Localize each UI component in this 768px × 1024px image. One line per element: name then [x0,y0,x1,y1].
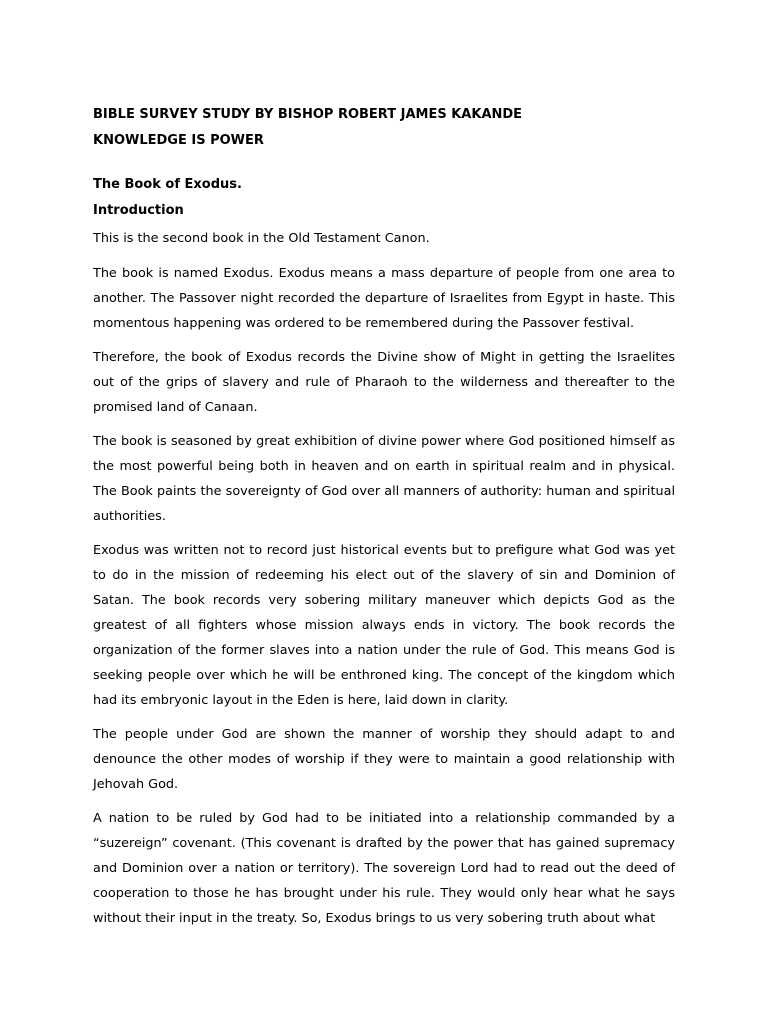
document-motto: KNOWLEDGE IS POWER [93,133,264,148]
paragraph: Exodus was written not to record just historical events but to prefigure what God was yet to do in the mission of redeeming his elect out of the slavery of sin and Dominion of Satan. The book records very sobering military maneuver which depicts God as the greatest of all fighters whose mission always ends in victory. The book records the organization of the former slaves into a nation under the rule of God. This means God is seeking people over which he will be enthroned king. The concept of the kingdom which had its embryonic layout in the Eden is here, laid down in clarity. [93,543,675,708]
section-subtitle: Introduction [93,203,184,218]
document-body [93,106,675,940]
section-title: The Book of Exodus. [93,177,242,192]
paragraph: Therefore, the book of Exodus records the Divine show of Might in getting the Israelites out of the grips of slavery and rule of Pharaoh to the wilderness and thereafter to the promised land of Canaan. [93,350,675,415]
paragraph: The people under God are shown the manner of worship they should adapt to and denounce the other modes of worship if they were to maintain a good relationship with Jehovah God. [93,727,675,792]
document-title: BIBLE SURVEY STUDY BY BISHOP ROBERT JAMES KAKANDE [93,107,523,122]
paragraph: This is the second book in the Old Testament Canon. [93,231,430,246]
paragraph: The book is seasoned by great exhibition of divine power where God positioned himself as the most powerful being both in heaven and on earth in spiritual realm and in physical. The Book paints the sovereignty of God over all manners of authority: human and spiritual authorities. [93,434,675,524]
paragraph: A nation to be ruled by God had to be initiated into a relationship commanded by a “suzereign” covenant. (This covenant is drafted by the power that has gained supremacy and Dominion over a nation or territory). The sovereign Lord had to read out the deed of cooperation to those he has brought under his rule. They would only hear what he says without their input in the treaty. So, Exodus brings to us very sobering truth about what [93,811,675,926]
paragraph: The book is named Exodus. Exodus means a mass departure of people from one area to another. The Passover night recorded the departure of Israelites from Egypt in haste. This momentous happening was ordered to be remembered during the Passover festival. [93,266,675,331]
